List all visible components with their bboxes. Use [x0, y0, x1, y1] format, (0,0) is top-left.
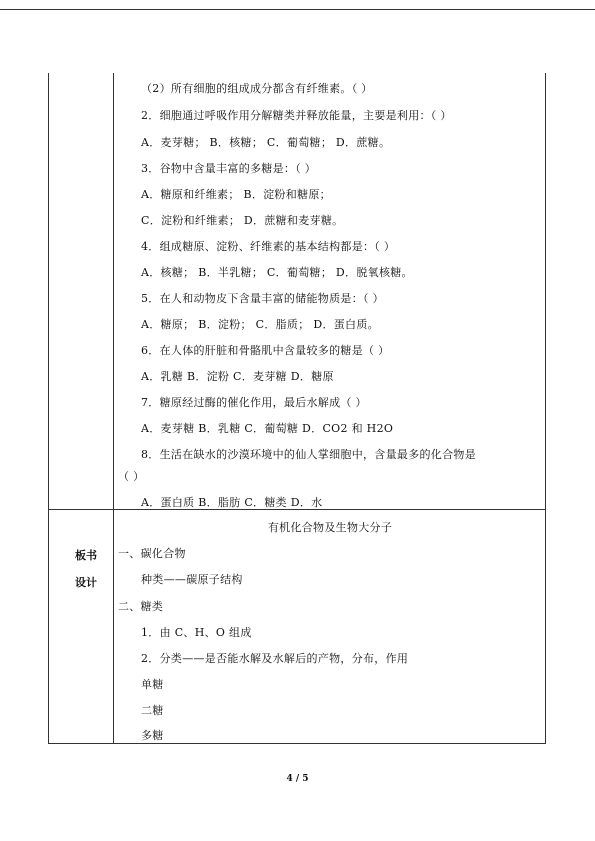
exercise-line: （2）所有细胞的组成成分都含有纤维素。（ ） [141, 82, 373, 95]
board-line: 多糖 [141, 729, 164, 742]
exercise-line: A．麦芽糖 B．乳糖 C．葡萄糖 D．CO2 和 H2O [141, 422, 394, 435]
page-number: 4 / 5 [286, 774, 309, 784]
exercise-line: （ ） [118, 470, 145, 483]
board-line: 1．由 C、H、O 组成 [141, 626, 252, 639]
header-rule [0, 9, 595, 10]
board-title: 有机化合物及生物大分子 [267, 521, 393, 534]
exercise-line: A．麦芽糖； B．核糖； C．葡萄糖； D．蔗糖。 [141, 136, 391, 149]
exercise-line: C．淀粉和纤维素； D．蔗糖和麦芽糖。 [141, 214, 344, 227]
board-label-line2: 设计 [75, 576, 97, 589]
exercise-line: 4．组成糖原、淀粉、纤维素的基本结构都是：（ ） [141, 240, 396, 253]
board-line: 二、糖类 [118, 600, 164, 613]
exercise-line: A．糖原； B．淀粉； C．脂质； D．蛋白质。 [141, 318, 379, 331]
board-line: 单糖 [141, 678, 164, 691]
exercise-line: 5．在人和动物皮下含量丰富的储能物质是：（ ） [141, 292, 384, 305]
exercise-line: 7．糖原经过酶的催化作用，最后水解成（ ） [141, 396, 367, 409]
exercise-line: 3．谷物中含量丰富的多糖是：（ ） [141, 162, 317, 175]
board-line: 种类——碳原子结构 [141, 573, 243, 586]
table-right-border [545, 73, 546, 744]
exercise-line: A．蛋白质 B．脂肪 C．糖类 D．水 [141, 496, 323, 509]
exercise-line: A．糖原和纤维素； B．淀粉和糖原； [141, 188, 331, 201]
table-left-border [48, 73, 49, 744]
board-label-line1: 板书 [75, 549, 97, 562]
exercise-line: A．乳糖 B．淀粉 C．麦芽糖 D．糖原 [141, 370, 334, 383]
board-line: 一、碳化合物 [118, 547, 186, 560]
board-line: 二糖 [141, 704, 164, 717]
exercise-line: A．核糖； B．半乳糖； C．葡萄糖； D．脱氧核糖。 [141, 266, 413, 279]
exercise-line: 2．细胞通过呼吸作用分解糖类并释放能量，主要是利用：（ ） [141, 109, 452, 122]
exercise-line: 6．在人体的肝脏和骨骼肌中含量较多的糖是（ ） [141, 344, 390, 357]
table-column-divider [113, 73, 114, 744]
exercise-line: 8．生活在缺水的沙漠环境中的仙人掌细胞中，含量最多的化合物是 [141, 448, 476, 461]
board-line: 2．分类——是否能水解及水解后的产物，分布，作用 [141, 652, 409, 665]
table-bottom-border [48, 743, 546, 744]
